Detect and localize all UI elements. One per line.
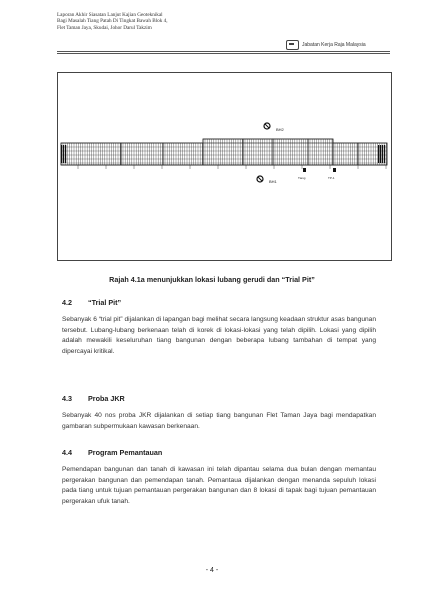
- figure-caption: Rajah 4.1a menunjukkan lokasi lubang gerudi dan “Trial Pit”: [109, 275, 315, 284]
- section-number: 4.2: [62, 298, 72, 307]
- organization-name: Jabatan Kerja Raja Malaysia: [302, 42, 366, 48]
- header-rule: [57, 51, 390, 52]
- section-4-4-heading: [62, 448, 162, 457]
- building-plan: [61, 139, 387, 169]
- borehole-bh2-marker: [264, 123, 285, 132]
- section-4-4-body: Pemendapan bangunan dan tanah di kawasan ini telah dipantau selama dua bulan dengan memantau pergerakan bangunan dan pemendapan tanah. Pemantaua dijalankan dengan menanda sepuluh lokasi pada tiang untuk tujuan pemantauan pergerakan bangunan dan 8 lokasi di tapak bagi tujuan pemantauan pergerakan ufuk tanah.: [62, 466, 376, 506]
- section-title: Proba JKR: [88, 394, 125, 403]
- section-title: “Trial Pit”: [88, 298, 122, 307]
- header-organization: [286, 40, 366, 50]
- label-trial-pit-b: TP-1: [328, 176, 335, 180]
- header-line-1: Laporan Akhir Siasatan Lanjut Kajian Geoteknikal: [57, 12, 163, 18]
- label-trial-pit-a: Tiang: [298, 176, 306, 180]
- trial-pit-markers: [298, 168, 336, 180]
- section-number: 4.4: [62, 448, 72, 457]
- section-number: 4.3: [62, 394, 72, 403]
- site-plan-drawing: [58, 73, 391, 260]
- page-number: - 4 -: [205, 567, 219, 574]
- label-bh1: BH1: [269, 179, 277, 184]
- section-title: Program Pemantauan: [88, 448, 163, 457]
- section-4-2-heading: [62, 298, 121, 307]
- section-4-3-heading: [62, 394, 125, 403]
- section-4-3-body: Sebanyak 40 nos proba JKR dijalankan di setiap tiang bangunan Flet Taman Jaya bagi mendapatkan gambaran subpermukaan kawasan berkenaan.: [62, 412, 376, 430]
- header-rule-2: [57, 53, 390, 54]
- borehole-bh1-marker: [257, 176, 278, 184]
- site-plan-figure: [57, 72, 392, 261]
- label-bh2: BH2: [276, 127, 284, 132]
- section-4-2-body: Sebanyak 6 “trial pit” dijalankan di lapangan bagi melihat secara langsung keadaan struktur asas bangunan tersebut. Lubang-lubang berkenaan telah di korek di lokasi-lokasi yang telah dipilih. Lokasi yang dipilih adalah mewakili keseluruhan tiang bangunan dengan beberapa lubang tambahan di tempat yang dipercayai kritikal.: [62, 316, 376, 356]
- jkr-logo-icon: [286, 40, 299, 50]
- header-line-2: Bagi Masalah Tiang Patah Di Tingkat Bawah Blok 4,: [57, 18, 168, 25]
- header-line-3: Flet Taman Jaya, Skudai, Johor Darul Takzim: [57, 24, 152, 31]
- document-header: [57, 12, 168, 31]
